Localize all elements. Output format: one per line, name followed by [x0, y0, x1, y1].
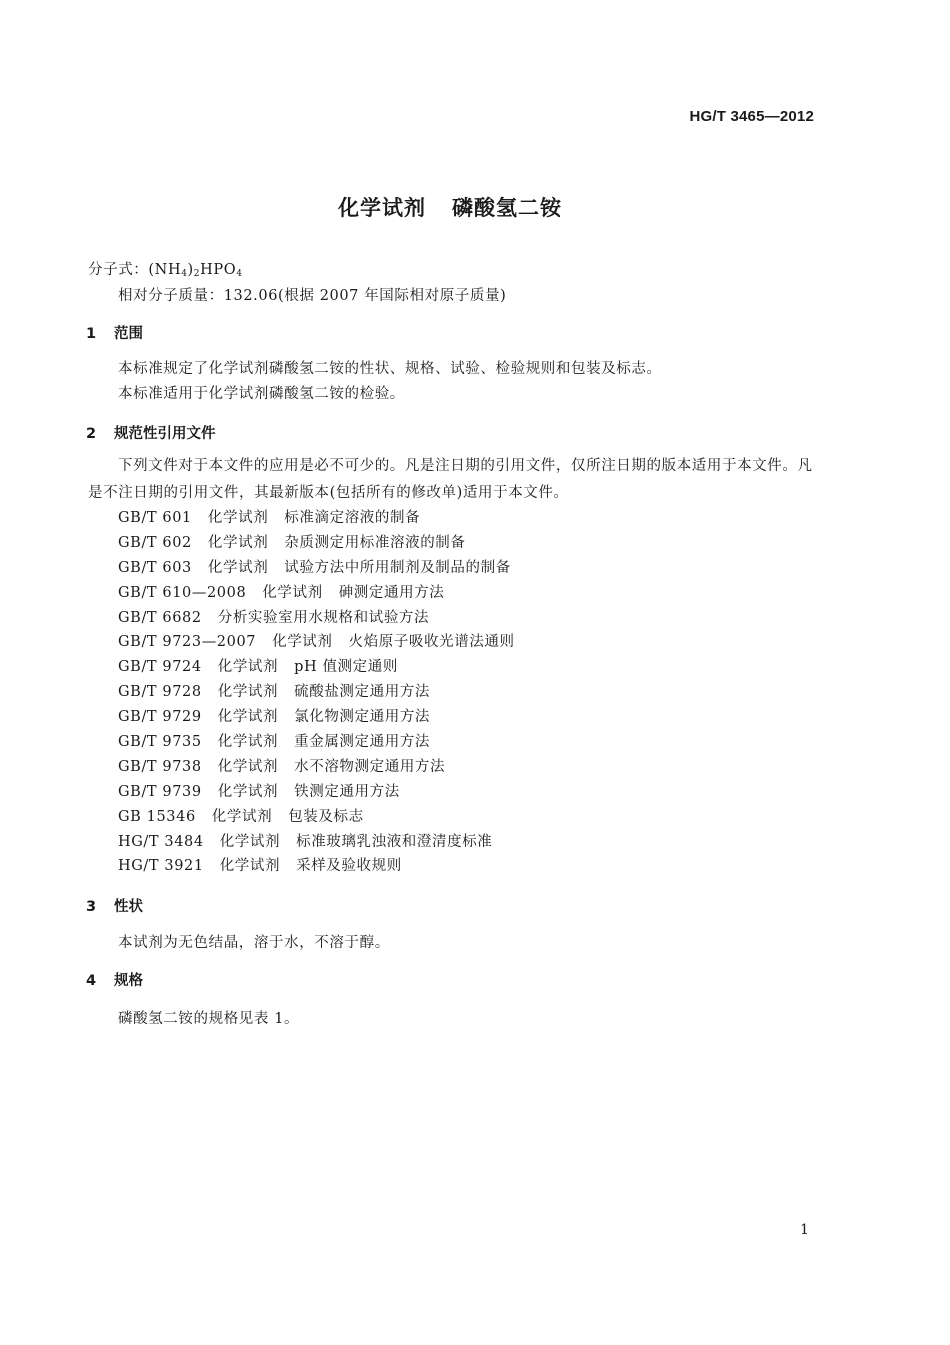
reference-item: [118, 531, 515, 556]
section-3-heading: 3 性状: [86, 899, 143, 915]
reference-code: GB/T 9735: [118, 734, 202, 751]
reference-title: 标准滴定溶液的制备: [284, 510, 421, 526]
reference-category: 化学试剂: [217, 709, 279, 726]
reference-category: 化学试剂: [217, 783, 279, 800]
reference-item: [118, 854, 515, 879]
document-title: [0, 192, 900, 222]
reference-category: 化学试剂: [211, 808, 273, 825]
reference-title: 试验方法中所用制剂及制品的制备: [284, 559, 511, 576]
standard-code: HG/T 3465—2012: [689, 108, 814, 125]
reference-category: 化学试剂: [217, 659, 279, 676]
section-2-heading: 2 规范性引用文件: [86, 426, 216, 442]
reference-item: [118, 606, 515, 631]
reference-code: GB/T 9729: [118, 709, 202, 726]
reference-category: 化学试剂: [219, 833, 281, 850]
reference-code: GB 15346: [118, 808, 196, 825]
reference-item: [118, 705, 515, 730]
reference-code: GB/T 602: [118, 534, 192, 551]
reference-item: [118, 581, 515, 606]
reference-title: 分析实验室用水规格和试验方法: [217, 609, 430, 626]
page-number: 1: [800, 1222, 809, 1238]
reference-category: 化学试剂: [207, 510, 269, 526]
section-1-paragraph: 本标准适用于化学试剂磷酸氢二铵的检验。: [118, 386, 405, 402]
reference-code: GB/T 9724: [118, 659, 202, 676]
reference-code: HG/T 3921: [118, 858, 204, 875]
reference-code: GB/T 9728: [118, 684, 202, 701]
reference-item: [118, 830, 515, 855]
reference-code: GB/T 610—2008: [118, 584, 247, 601]
reference-item: [118, 680, 515, 705]
reference-title: 包装及标志: [288, 808, 364, 825]
reference-code: GB/T 6682: [118, 609, 202, 626]
section-2-intro: 下列文件对于本文件的应用是必不可少的。凡是注日期的引用文件，仅所注日期的版本适用于本文件。凡是不注日期的引用文件，其最新版本(包括所有的修改单)适用于本文件。: [88, 458, 813, 501]
reference-code: GB/T 9739: [118, 783, 202, 800]
reference-item: [118, 556, 515, 581]
section-1-heading: 1 范围: [86, 326, 143, 342]
reference-category: 化学试剂: [217, 758, 279, 775]
reference-item: [118, 506, 515, 531]
title-substance: 磷酸氢二铵: [452, 196, 562, 220]
reference-code: GB/T 603: [118, 559, 192, 576]
section-4-paragraph: 磷酸氢二铵的规格见表 1。: [118, 1011, 300, 1027]
reference-title: 采样及验收规则: [296, 858, 402, 875]
reference-title: 砷测定通用方法: [338, 584, 445, 601]
reference-item: [118, 805, 515, 830]
reference-title: 重金属测定通用方法: [294, 734, 431, 751]
reference-item: [118, 780, 515, 805]
reference-category: 化学试剂: [217, 734, 279, 751]
reference-title: 杂质测定用标准溶液的制备: [284, 534, 466, 551]
reference-category: 化学试剂: [207, 559, 269, 576]
reference-title: 硫酸盐测定通用方法: [294, 684, 431, 701]
molecular-formula: 分子式：$(NH_4)_2HPO_4$: [88, 262, 243, 279]
reference-item: [118, 730, 515, 755]
reference-title: 铁测定通用方法: [294, 783, 400, 800]
section-3-paragraph: 本试剂为无色结晶，溶于水，不溶于醇。: [118, 935, 390, 951]
reference-category: 化学试剂: [219, 858, 281, 875]
reference-category: 化学试剂: [207, 534, 269, 551]
section-1-paragraph: 本标准规定了化学试剂磷酸氢二铵的性状、规格、试验、检验规则和包装及标志。: [118, 361, 662, 377]
reference-title: 火焰原子吸收光谱法通则: [348, 634, 515, 651]
reference-title: pH 值测定通则: [294, 659, 398, 676]
reference-code: HG/T 3484: [118, 833, 204, 850]
reference-category: 化学试剂: [272, 634, 333, 651]
reference-title: 氯化物测定通用方法: [294, 709, 431, 726]
reference-code: GB/T 9738: [118, 758, 202, 775]
reference-category: 化学试剂: [217, 684, 279, 701]
reference-list: [118, 506, 515, 879]
reference-item: [118, 755, 515, 780]
reference-item: [118, 655, 515, 680]
title-category: 化学试剂: [338, 196, 426, 220]
reference-code: GB/T 601: [118, 510, 192, 526]
reference-title: 标准玻璃乳浊液和澄清度标准: [296, 833, 493, 850]
reference-code: GB/T 9723—2007: [118, 634, 257, 651]
section-4-heading: 4 规格: [86, 973, 143, 989]
reference-category: 化学试剂: [262, 584, 323, 601]
molar-mass: 相对分子质量：132.06(根据 2007 年国际相对原子质量): [118, 288, 507, 304]
reference-title: 水不溶物测定通用方法: [294, 758, 446, 775]
formula-label: 分子式：: [88, 262, 149, 278]
reference-item: [118, 630, 515, 655]
